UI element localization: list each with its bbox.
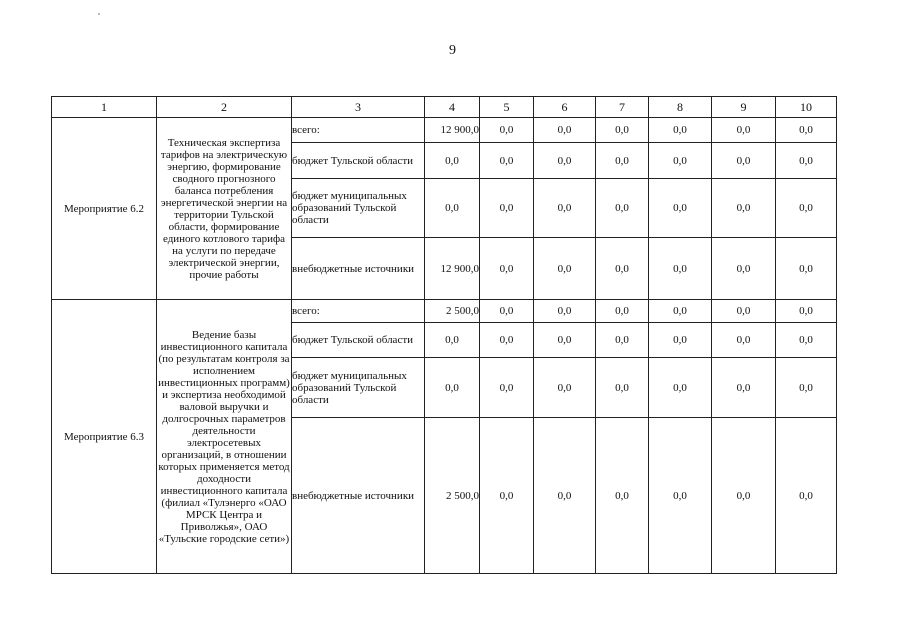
value-cell: 0,0 <box>776 179 837 238</box>
value-cell: 0,0 <box>649 179 712 238</box>
column-header: 1 <box>52 97 157 118</box>
funding-source: всего: <box>292 118 425 143</box>
funding-table <box>51 96 837 574</box>
value-cell: 0,0 <box>596 323 649 358</box>
value-cell: 0,0 <box>776 118 837 143</box>
value-cell: 0,0 <box>480 323 534 358</box>
value-cell: 12 900,0 <box>425 238 480 300</box>
funding-source: бюджет муниципальных образований Тульской области <box>292 179 425 238</box>
value-cell: 0,0 <box>649 323 712 358</box>
table-row <box>52 300 837 323</box>
value-cell: 0,0 <box>649 238 712 300</box>
column-header: 3 <box>292 97 425 118</box>
value-cell: 0,0 <box>425 358 480 418</box>
value-cell: 0,0 <box>712 238 776 300</box>
value-cell: 0,0 <box>649 118 712 143</box>
funding-source: всего: <box>292 300 425 323</box>
value-cell: 0,0 <box>776 418 837 574</box>
value-cell: 2 500,0 <box>425 418 480 574</box>
column-header: 2 <box>157 97 292 118</box>
value-cell: 0,0 <box>534 418 596 574</box>
value-cell: 0,0 <box>712 323 776 358</box>
value-cell: 0,0 <box>596 300 649 323</box>
value-cell: 0,0 <box>480 118 534 143</box>
scan-speck <box>98 13 100 15</box>
value-cell: 0,0 <box>480 143 534 179</box>
value-cell: 0,0 <box>712 118 776 143</box>
value-cell: 0,0 <box>534 143 596 179</box>
value-cell: 0,0 <box>776 300 837 323</box>
table-row <box>52 118 837 143</box>
funding-source: внебюджетные источники <box>292 418 425 574</box>
column-header: 9 <box>712 97 776 118</box>
value-cell: 0,0 <box>534 323 596 358</box>
value-cell: 0,0 <box>480 418 534 574</box>
value-cell: 0,0 <box>480 179 534 238</box>
value-cell: 0,0 <box>534 118 596 143</box>
column-header: 5 <box>480 97 534 118</box>
value-cell: 0,0 <box>712 358 776 418</box>
value-cell: 0,0 <box>776 358 837 418</box>
activity-description: Ведение базы инвестиционного капитала (по результатам контроля за исполнением инвестиционных программ) и экспертиза необходимой валовой выручки и долгосрочных параметров деятельности электросетевых организаций, в отношении которых применяется метод доходности инвестиционного капитала (филиал «Тулэнерго «ОАО МРСК Центра и Приволжья», ОАО «Тульские городские сети») <box>157 300 292 574</box>
value-cell: 0,0 <box>534 300 596 323</box>
value-cell: 0,0 <box>712 179 776 238</box>
value-cell: 0,0 <box>534 179 596 238</box>
activity-cell: Мероприятие 6.2 <box>52 118 157 300</box>
value-cell: 0,0 <box>776 323 837 358</box>
value-cell: 0,0 <box>425 179 480 238</box>
activity-cell: Мероприятие 6.3 <box>52 300 157 574</box>
funding-source: бюджет муниципальных образований Тульской области <box>292 358 425 418</box>
column-header: 10 <box>776 97 837 118</box>
value-cell: 0,0 <box>712 143 776 179</box>
value-cell: 0,0 <box>649 418 712 574</box>
value-cell: 0,0 <box>534 358 596 418</box>
page-number: 9 <box>449 43 456 58</box>
column-header: 8 <box>649 97 712 118</box>
funding-source: внебюджетные источники <box>292 238 425 300</box>
value-cell: 0,0 <box>480 300 534 323</box>
value-cell: 0,0 <box>596 179 649 238</box>
header-row <box>52 97 837 118</box>
value-cell: 0,0 <box>596 143 649 179</box>
value-cell: 2 500,0 <box>425 300 480 323</box>
value-cell: 0,0 <box>649 143 712 179</box>
funding-source: бюджет Тульской области <box>292 323 425 358</box>
value-cell: 0,0 <box>776 143 837 179</box>
value-cell: 0,0 <box>534 238 596 300</box>
column-header: 6 <box>534 97 596 118</box>
value-cell: 0,0 <box>649 358 712 418</box>
value-cell: 0,0 <box>480 358 534 418</box>
value-cell: 0,0 <box>596 118 649 143</box>
value-cell: 0,0 <box>776 238 837 300</box>
value-cell: 0,0 <box>596 238 649 300</box>
activity-description: Техническая экспертиза тарифов на электрическую энергию, формирование сводного прогнозного баланса потребления энергетической энергии на территории Тульской области, формирование единого котлового тарифа на услуги по передаче электрической энергии, прочие работы <box>157 118 292 300</box>
funding-source: бюджет Тульской области <box>292 143 425 179</box>
column-header: 4 <box>425 97 480 118</box>
value-cell: 0,0 <box>596 418 649 574</box>
value-cell: 0,0 <box>712 300 776 323</box>
value-cell: 0,0 <box>425 143 480 179</box>
value-cell: 0,0 <box>649 300 712 323</box>
value-cell: 0,0 <box>712 418 776 574</box>
value-cell: 0,0 <box>596 358 649 418</box>
column-header: 7 <box>596 97 649 118</box>
value-cell: 12 900,0 <box>425 118 480 143</box>
value-cell: 0,0 <box>425 323 480 358</box>
value-cell: 0,0 <box>480 238 534 300</box>
